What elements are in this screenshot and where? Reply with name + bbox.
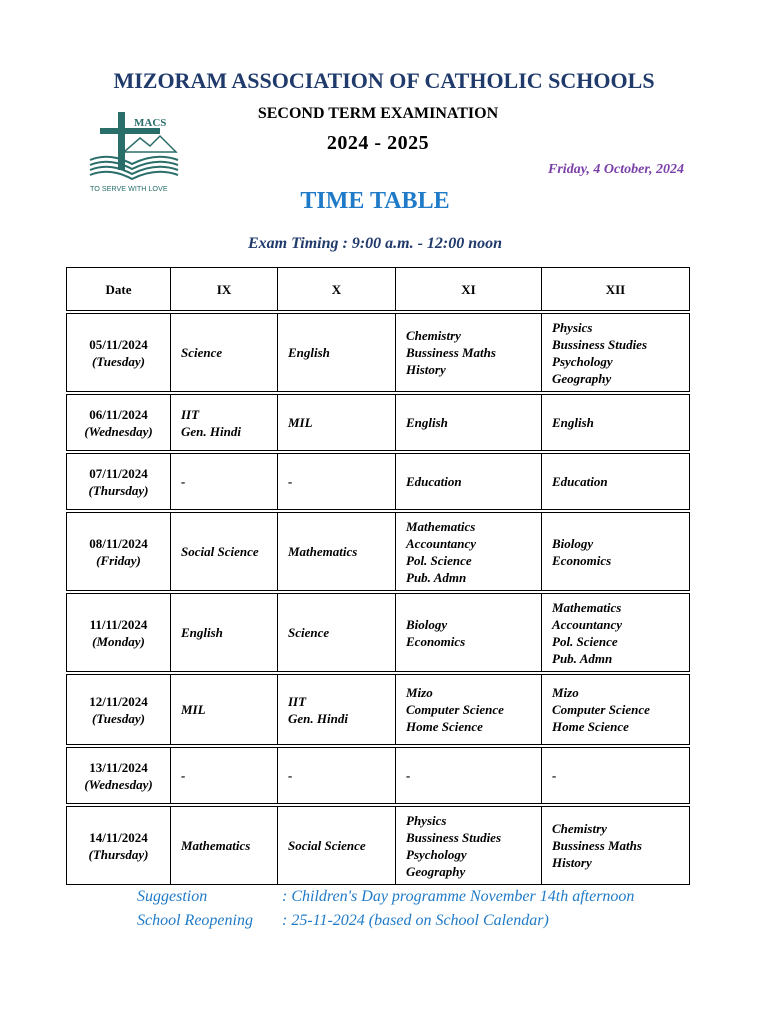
subject: Chemistry — [552, 821, 607, 836]
suggestion-note — [137, 888, 634, 906]
subject: Economics — [406, 633, 466, 649]
macs-logo — [86, 98, 182, 196]
exam-date: 06/11/2024 — [89, 406, 148, 422]
subject-cell-ix — [171, 748, 278, 804]
subject-cell-xii — [542, 748, 690, 804]
reopening-note — [137, 912, 549, 930]
date-cell — [67, 395, 171, 451]
academic-year: 2024 - 2025 — [326, 132, 430, 154]
exam-date: 12/11/2024 — [89, 693, 148, 709]
table-row — [67, 314, 690, 392]
exam-date: 08/11/2024 — [89, 535, 148, 551]
exam-day: (Thursday) — [88, 482, 149, 498]
subject-cell-xi — [396, 395, 542, 451]
date-cell — [67, 594, 171, 672]
exam-date: 05/11/2024 — [89, 336, 148, 352]
subject-cell-xii — [542, 454, 690, 510]
subject: MIL — [181, 702, 206, 717]
suggestion-text: : Children's Day programme November 14th afternoon — [282, 888, 635, 905]
subject: Home Science — [552, 719, 629, 734]
subject: History — [552, 855, 592, 870]
subject: Physics — [406, 812, 447, 828]
table-row — [67, 748, 690, 804]
table-row — [67, 513, 690, 591]
exam-day: (Tuesday) — [92, 353, 145, 369]
subject: Bussiness Studies — [552, 336, 648, 352]
subject: English — [552, 415, 594, 430]
svg-text:MACS: MACS — [134, 117, 167, 129]
header-x: X — [278, 268, 396, 311]
subject-cell-xii — [542, 513, 690, 591]
subject: Science — [181, 345, 223, 360]
subject-cell-xi — [396, 807, 542, 885]
subject: Social Science — [288, 838, 366, 853]
subject: Economics — [552, 552, 612, 568]
table-row — [67, 454, 690, 510]
subject-cell-xii — [542, 807, 690, 885]
subject-cell-xii — [542, 675, 690, 745]
subject-cell-ix — [171, 314, 278, 392]
subject: Psychology — [552, 353, 613, 369]
subject: Chemistry — [406, 328, 461, 343]
exam-term: SECOND TERM EXAMINATION — [257, 105, 499, 122]
subject: Mizo — [406, 685, 433, 700]
subject: Bussiness Maths — [406, 345, 496, 360]
subject: English — [406, 415, 448, 430]
subject: Pol. Science — [406, 552, 472, 568]
subject: Biology — [552, 535, 594, 551]
subject: Biology — [406, 616, 448, 632]
subject-cell-xi — [396, 513, 542, 591]
exam-date: 14/11/2024 — [89, 829, 148, 845]
subject: Psychology — [406, 846, 467, 862]
subject-cell-ix — [171, 454, 278, 510]
issue-date: Friday, 4 October, 2024 — [548, 162, 684, 177]
subject: Computer Science — [406, 702, 504, 717]
subject: Mathematics — [181, 838, 251, 853]
subject: Education — [552, 474, 608, 489]
subject: History — [406, 362, 446, 377]
subject-cell-ix — [171, 807, 278, 885]
subject: - — [288, 474, 293, 489]
subject: Mizo — [552, 685, 579, 700]
subject-cell-x — [278, 675, 396, 745]
subject-cell-x — [278, 314, 396, 392]
exam-date: 13/11/2024 — [89, 759, 148, 775]
subject-cell-x — [278, 748, 396, 804]
subject: Pub. Admn — [552, 650, 613, 666]
subject-cell-xi — [396, 454, 542, 510]
subject-cell-x — [278, 395, 396, 451]
subject: - — [406, 768, 411, 783]
subject: MIL — [288, 415, 313, 430]
table-row — [67, 395, 690, 451]
exam-day: (Wednesday) — [84, 776, 153, 792]
subject-cell-xi — [396, 594, 542, 672]
subject: Computer Science — [552, 702, 650, 717]
exam-day: (Friday) — [96, 552, 141, 568]
subject: English — [181, 625, 223, 640]
date-cell — [67, 314, 171, 392]
subject-cell-xii — [542, 594, 690, 672]
subject: - — [552, 768, 557, 783]
header-xii: XII — [542, 268, 690, 311]
subject-cell-ix — [171, 675, 278, 745]
subject-cell-xi — [396, 748, 542, 804]
exam-day: (Tuesday) — [92, 710, 145, 726]
subject: IIT — [288, 693, 307, 709]
subject: English — [288, 345, 330, 360]
subject-cell-x — [278, 807, 396, 885]
subject: Mathematics — [406, 518, 476, 534]
subject-cell-xi — [396, 314, 542, 392]
date-cell — [67, 807, 171, 885]
timetable — [66, 267, 690, 885]
subject: - — [181, 474, 186, 489]
exam-date: 11/11/2024 — [89, 616, 148, 632]
subject: - — [288, 768, 293, 783]
subject: Gen. Hindi — [181, 423, 241, 439]
subject: Physics — [552, 319, 593, 335]
exam-day: (Wednesday) — [84, 423, 153, 439]
subject: Bussiness Maths — [552, 838, 642, 853]
exam-timing: Exam Timing : 9:00 a.m. - 12:00 noon — [247, 235, 503, 252]
svg-text:TO SERVE WITH LOVE: TO SERVE WITH LOVE — [90, 184, 168, 193]
date-cell — [67, 748, 171, 804]
exam-date: 07/11/2024 — [89, 465, 148, 481]
header-row — [67, 268, 690, 311]
table-row — [67, 594, 690, 672]
subject-cell-x — [278, 513, 396, 591]
subject: Pub. Admn — [406, 569, 467, 585]
subject-cell-xii — [542, 395, 690, 451]
subject: Social Science — [181, 544, 259, 559]
subject: - — [181, 768, 186, 783]
page-title: TIME TABLE — [300, 188, 450, 214]
subject: Accountancy — [552, 616, 623, 632]
header-xi: XI — [396, 268, 542, 311]
table-row — [67, 675, 690, 745]
org-title: MIZORAM ASSOCIATION OF CATHOLIC SCHOOLS — [113, 68, 655, 93]
subject: Geography — [552, 370, 612, 386]
exam-day: (Thursday) — [88, 846, 149, 862]
subject: Geography — [406, 863, 466, 879]
exam-day: (Monday) — [92, 633, 145, 649]
subject-cell-ix — [171, 395, 278, 451]
header-ix: IX — [171, 268, 278, 311]
reopening-label: School Reopening — [137, 912, 253, 929]
subject-cell-ix — [171, 594, 278, 672]
subject: Mathematics — [552, 599, 622, 615]
subject-cell-x — [278, 454, 396, 510]
table-row — [67, 807, 690, 885]
subject: Science — [288, 625, 330, 640]
subject-cell-ix — [171, 513, 278, 591]
date-cell — [67, 513, 171, 591]
reopening-text: : 25-11-2024 (based on School Calendar) — [282, 912, 549, 929]
subject: Pol. Science — [552, 633, 618, 649]
header-date: Date — [67, 268, 171, 311]
subject-cell-xi — [396, 675, 542, 745]
subject: Home Science — [406, 719, 483, 734]
subject: Education — [406, 474, 462, 489]
date-cell — [67, 675, 171, 745]
date-cell — [67, 454, 171, 510]
subject-cell-xii — [542, 314, 690, 392]
subject: Gen. Hindi — [288, 710, 348, 726]
subject: IIT — [181, 406, 200, 422]
subject: Mathematics — [288, 544, 358, 559]
subject-cell-x — [278, 594, 396, 672]
suggestion-label: Suggestion — [137, 888, 208, 905]
subject: Bussiness Studies — [406, 829, 502, 845]
subject: Accountancy — [406, 535, 477, 551]
